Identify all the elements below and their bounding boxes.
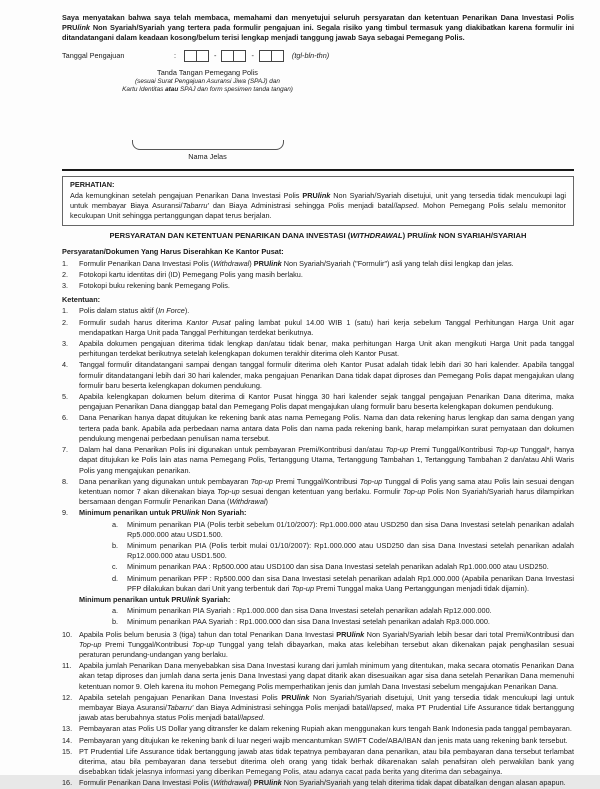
signature-block — [90, 68, 325, 163]
item-text: Apabila setelah pengajuan Penarikan Dana Investasi Polis PRUlink Non Syariah/Syariah disetujui, Unit yang tersedia tidak mencukupi lagi untuk membayar Biaya Asuransi/Tabarru' dan Biaya Administrasi sehingga Polis menjadi batal/lapsed, maka PT Prudential Life Assurance tidak bertanggung jawab atas berubahnya status Polis menjadi batal/lapsed. — [79, 692, 575, 723]
signature-area[interactable] — [90, 94, 325, 140]
terms-heading: Ketentuan: — [62, 295, 101, 305]
attention-box — [62, 176, 574, 226]
item-number: 15. — [62, 746, 73, 756]
item-number: 14. — [62, 735, 73, 745]
item-text: Minimum penarikan PIA (Polis terbit sebelum 01/10/2007): Rp1.000.000 atau USD250 dan sisa Dana Investasi setelah penarikan adalah Rp5.000.000 atau USD1.500. — [127, 519, 574, 539]
item-text: Polis dalam status aktif (In Force). — [79, 306, 190, 316]
item-text: Dalam hal dana Penarikan Polis ini digunakan untuk pembayaran Premi/Kontribusi dan/atau Top-up Premi Tunggal/Kontribusi Top-up Tunggal*, hanya dapat ditujukan ke Polis lain atas nama Pemegang Polis, Tertanggung Utama, Tertanggung Tambahan 1, Tertanggung Tambahan 2 dan/atau Ahli Waris Polis yang mengajukan penarikan. — [79, 445, 575, 475]
requirements-list — [62, 259, 574, 292]
item-text: Minimum penarikan PAA : Rp500.000 atau USD100 dan sisa Dana Investasi setelah penarikan adalah Rp1.000.000 atau USD250. — [127, 562, 549, 572]
item-number: 9. — [62, 508, 69, 518]
list-item — [112, 574, 574, 594]
submission-date-row — [62, 50, 574, 62]
list-item — [62, 724, 574, 734]
item-text: Dana penarikan yang digunakan untuk pembayaran Top-up Premi Tunggal/Kontribusi Top-up Tunggal di Polis yang sama atau Polis lain sesuai dengan ketentuan nomor 7 akan dikenakan biaya Top-up sesuai dengan ketentuan yang berlaku. Formulir Top-up Polis Non Syariah/Syariah harus dilampirkan bersamaan dengan Formulir Penarikan Dana (Withdrawal) — [79, 476, 574, 507]
requirements-section — [62, 247, 574, 291]
list-item — [112, 606, 574, 616]
sub-list-heading: Minimum penarikan untuk PRUlink Syariah: — [79, 594, 231, 604]
item-number: 8. — [62, 476, 69, 486]
item-text: Pembayaran atas Polis US Dollar yang ditransfer ke dalam rekening Rupiah akan menggunakan kurs tengah Bank Indonesia pada tanggal pembayaran. — [79, 724, 572, 734]
divider-rule — [62, 169, 574, 171]
colon: : — [174, 50, 177, 60]
attention-title: PERHATIAN: — [70, 180, 115, 190]
date-cell[interactable] — [259, 50, 272, 62]
item-text: Pembayaran yang ditujukan ke rekening bank di luar negeri wajib mencantumkan SWIFT Code/ABA/IBAN dan jenis mata uang rekening bank tersebut. — [79, 735, 568, 745]
date-cell[interactable] — [234, 50, 246, 62]
item-number: a. — [112, 519, 119, 529]
item-number: 12. — [62, 692, 73, 702]
list-item — [112, 562, 574, 572]
name-label: Nama Jelas — [188, 152, 227, 162]
list-item — [62, 508, 574, 628]
item-text: Formulir sudah harus diterima Kantor Pusat paling lambat pukul 14.00 WIB 1 (satu) hari kerja sebelum Tanggal Perhitungan Harga Unit agar mendapatkan Harga Unit pada Tanggal Perhitungan terdekat berikutnya. — [79, 317, 575, 337]
item-number: 1. — [62, 258, 69, 268]
item-number: 2. — [62, 317, 69, 327]
item-number: 6. — [62, 413, 69, 423]
list-item — [62, 413, 574, 444]
item-number: 10. — [62, 629, 73, 639]
item-number: b. — [112, 617, 119, 627]
item-text: Dana Penarikan hanya dapat ditujukan ke rekening bank atas nama Pemegang Polis. Nama dan data rekening harus lengkap dan sama dengan yang tertera pada bank. Apabila ada perbedaan nama antara data Polis dan nama pada rekening bank, harap melampirkan surat pernyataan dan dokumen pendukung mengenai perbedaan penulisan nama tersebut. — [79, 413, 574, 443]
item-number: d. — [112, 573, 119, 583]
date-box-year[interactable] — [259, 50, 284, 62]
list-item — [62, 747, 574, 778]
item-text: Apabila jumlah Penarikan Dana menyebabkan sisa Dana Investasi kurang dari jumlah minimum yang ditentukan, maka secara otomatis Penarikan Dana akan tetap diproses dan jumlah dana serta jenis Dana Investasi yang dapat ditarik akan disesuaikan agar sisa dana setelah Penarikan Dana memenuhi ketentuan nomor 9. Oleh karena itu mohon Pemegang Polis memperhatikan jenis dan jumlah Dana Investasi sebelum mengajukan Penarikan Dana. — [79, 661, 574, 691]
list-item — [62, 445, 574, 476]
attention-body: Ada kemungkinan setelah pengajuan Penarikan Dana Investasi Polis PRUlink Non Syariah/Syariah disetujui, unit yang tersedia tidak mencukupi lagi untuk membayar Biaya Asuransi/Tabarru' dan Biaya Administrasi sehingga Polis menjadi batal/lapsed. Mohon Pemegang Polis selalu memonitor kecukupan Unit sehingga pertanggungan dapat terus berjalan. — [70, 190, 567, 221]
date-cell[interactable] — [184, 50, 197, 62]
item-text: Minimum penarikan untuk PRUlink Non Syariah: a. Minimum penarikan PIA (Polis terbit sebelum 01/10/2007): Rp1.000.000 atau USD250 dan sisa Dana Investasi setelah penarikan adalah Rp5.000.000 atau USD1.500. b. Minimum penarikan PIA (Polis terbit mulai 01/10/2007): Rp1.000.000 atau USD250 dan sisa Dana Investasi setelah penarikan adalah Rp12.000.000 atau USD1.500. c. Minimum penarikan PAA : Rp500.000 atau USD100 dan sisa Dana Investasi setelah penarikan adalah Rp1.000.000 atau USD250. d. Minimum penarikan PFP : Rp500.000 dan sisa Dana Investasi setelah penarikan adalah Rp1.000.000 (Apabila penarikan Dana Investasi PFP dilakukan bukan dari Unit yang terbentuk dari Top-up Premi Tunggal maka Uang Pertanggungan menjadi tidak dijamin). Minimum penarikan untuk PRUlink Syariah: a. Minimum penarikan PIA Syariah : Rp1.000.000 dan sisa Dana Investasi setelah penarikan adalah Rp12.000.000. b. Minimum penarikan PAA Syariah : Rp1.000.000 dan sisa Dana Investasi setelah penarikan adalah Rp3.000.000. — [79, 508, 574, 627]
list-item — [62, 736, 574, 746]
date-box-day[interactable] — [184, 50, 209, 62]
declaration-text: Saya menyatakan bahwa saya telah membaca, memahami dan menyetujui seluruh persyaratan dan ketentuan Penarikan Dana Investasi Polis PRUlink Non Syariah/Syariah yang tertera pada formulir pengajuan ini. Segala risiko yang timbul termasuk yang diakibatkan karena formulir ini ditandatangani dalam keadaan kosong/belum terisi lengkap menjadi tanggung jawab Saya sebagai Pemegang Polis. — [62, 13, 574, 43]
document-title: PERSYARATAN DAN KETENTUAN PENARIKAN DANA INVESTASI (WITHDRAWAL) PRUlink NON SYARIAH/SYARIAH — [109, 231, 527, 241]
date-cell[interactable] — [197, 50, 209, 62]
sub-list — [112, 606, 574, 627]
item-number: 4. — [62, 360, 69, 370]
item-number: 3. — [62, 281, 69, 291]
item-text: Fotokopi buku rekening bank Pemegang Polis. — [79, 281, 230, 291]
list-item — [62, 318, 574, 338]
item-number: 16. — [62, 778, 73, 788]
item-text: Minimum penarikan PFP : Rp500.000 dan sisa Dana Investasi setelah penarikan adalah Rp1.000.000 (Apabila penarikan Dana Investasi PFP dilakukan bukan dari Unit yang terbentuk dari Top-up Premi Tunggal maka Uang Pertanggungan menjadi tidak dijamin). — [127, 573, 574, 593]
item-text: Formulir Penarikan Dana Investasi Polis (Withdrawal) PRUlink Non Syariah/Syariah ("Formulir") asli yang telah diisi lengkap dan jelas. — [79, 258, 514, 268]
list-item — [62, 281, 574, 291]
signature-subtitle: (sesuai Surat Pengajuan Asuransi Jiwa (SPAJ) dan — [135, 77, 280, 85]
date-separator: - — [214, 50, 217, 60]
list-item — [62, 259, 574, 269]
item-number: 3. — [62, 339, 69, 349]
item-number: 13. — [62, 724, 73, 734]
terms-list — [62, 306, 574, 788]
item-number: 5. — [62, 392, 69, 402]
item-number: 7. — [62, 445, 69, 455]
date-box-month[interactable] — [221, 50, 246, 62]
list-item — [62, 339, 574, 359]
item-text: Minimum penarikan PAA Syariah : Rp1.000.000 dan sisa Dana Investasi setelah penarikan adalah Rp3.000.000. — [127, 617, 490, 627]
item-text: PT Prudential Life Assurance tidak bertanggung jawab atas tidak tepatnya pembayaran dana penarikan, atau bila pembayaran dana tersebut terlambat diterima, atau bila pembayaran dana tersebut diterima oleh orang yang tidak berhak dikarenakan salah penafsiran oleh perwakilan bank yang disebabkan tidak jelasnya informasi yang diberikan Pemegang Polis, atau adanya cacat pada berita yang diterima dan sebagainya. — [79, 746, 574, 777]
item-number: a. — [112, 606, 119, 616]
signature-subtitle: Kartu Identitas atau SPAJ dan form spesimen tanda tangan) — [122, 86, 293, 94]
item-text: Tanggal formulir ditandatangani sampai dengan tanggal formulir diterima oleh Kantor Pusat adalah tidak lebih dari 30 hari kalender. Apabila tanggal formulir ditandatangani lebih dari 30 hari kalender, maka pengajuan Penarikan Dana tidak dapat diproses dan Pemegang Polis dapat mengajukan ulang formulir baru beserta kelengkapan dokumen pendukung. — [79, 360, 574, 390]
item-text: Minimum penarikan PIA Syariah : Rp1.000.000 dan sisa Dana Investasi setelah penarikan adalah Rp12.000.000. — [127, 606, 492, 616]
item-text: Fotokopi kartu identitas diri (ID) Pemegang Polis yang masih berlaku. — [79, 269, 303, 279]
list-item — [62, 392, 574, 412]
list-item — [62, 630, 574, 661]
date-separator: - — [251, 50, 254, 60]
list-item — [62, 360, 574, 391]
date-cell[interactable] — [272, 50, 284, 62]
item-text: Formulir Penarikan Dana Investasi Polis (Withdrawal) PRUlink Non Syariah/Syariah yang telah diterima tidak dapat dibatalkan dengan alasan apapun. — [79, 778, 566, 788]
signature-bracket — [132, 140, 284, 150]
item-number: b. — [112, 540, 119, 550]
signature-title: Tanda Tangan Pemegang Polis — [157, 67, 258, 77]
list-item — [62, 306, 574, 316]
sub-list — [112, 520, 574, 594]
list-item — [62, 477, 574, 508]
item-number: 1. — [62, 306, 69, 316]
item-text: Minimum penarikan PIA (Polis terbit mulai 01/10/2007): Rp1.000.000 atau USD250 dan sisa Dana Investasi setelah penarikan adalah Rp12.000.000 atau USD1.500. — [127, 540, 574, 561]
date-format-hint: (tgl-bln-thn) — [291, 50, 330, 60]
item-number: 11. — [62, 661, 72, 671]
list-item — [62, 270, 574, 280]
list-item — [62, 693, 574, 724]
item-number: 2. — [62, 269, 69, 279]
item-text: Apabila kelengkapan dokumen belum diterima di Kantor Pusat hingga 30 hari kalender sejak tanggal pengajuan Penarikan Dana diterima, maka pengajuan Penarikan Dana dianggap batal dan Pemegang Polis dapat mengajukan ulang formulir baru beserta kelengkapan dokumen pendukung. — [79, 392, 574, 412]
date-cell[interactable] — [221, 50, 234, 62]
list-item — [112, 541, 574, 561]
terms-section — [62, 295, 574, 788]
item-text: Apabila Polis belum berusia 3 (tiga) tahun dan total Penarikan Dana Investasi PRUlink Non Syariah/Syariah lebih besar dari total Premi/Kontribusi dan Top-up Premi Tunggal/Kontribusi Top-up Tunggal yang telah dibayarkan, maka atas kelebihan tersebut akan dikenakan pajak penghasilan sesuai peraturan perundang-undangan yang berlaku. — [79, 629, 575, 659]
item-text: Apabila dokumen pengajuan diterima tidak lengkap dan/atau tidak benar, maka perhitungan Harga Unit akan mengikuti Harga Unit pada tanggal perhitungan terdekat berikutnya setelah kelengkapan dokumen terakhir diterima oleh Kantor Pusat. — [79, 339, 574, 359]
requirements-heading: Persyaratan/Dokumen Yang Harus Diserahkan Ke Kantor Pusat: — [62, 247, 284, 257]
list-item — [62, 778, 574, 788]
list-item — [112, 520, 574, 540]
item-number: c. — [112, 562, 118, 572]
list-item — [62, 661, 574, 692]
submission-date-label: Tanggal Pengajuan — [62, 50, 125, 60]
list-item — [112, 617, 574, 627]
